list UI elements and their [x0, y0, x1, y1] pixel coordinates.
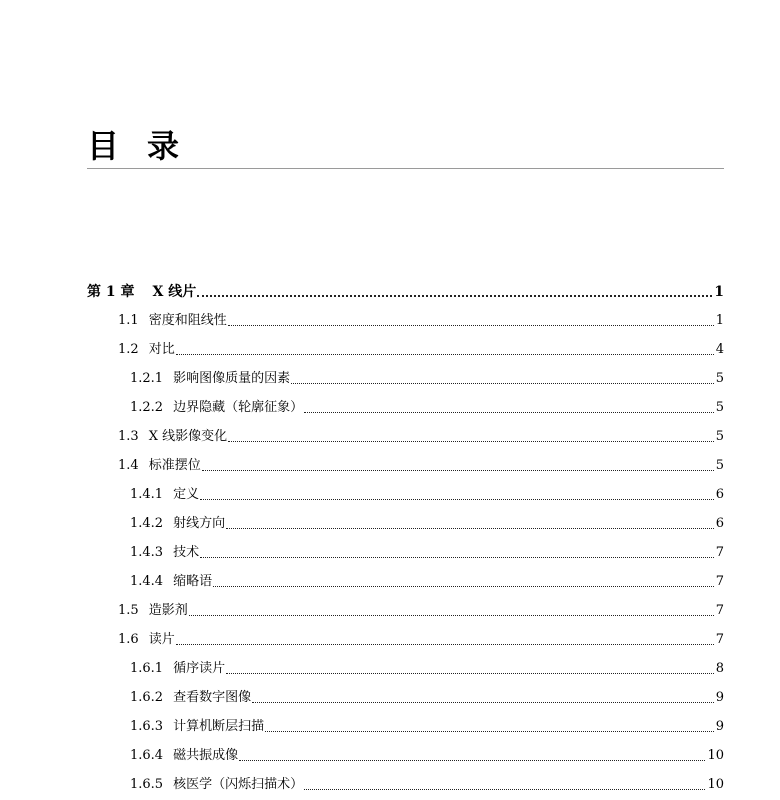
toc-entry[interactable]: [87, 278, 724, 300]
toc-entry-page-number: 5: [715, 371, 724, 386]
toc-entry-number: 1.6.2: [130, 690, 164, 705]
toc-entry-title: 缩略语: [173, 574, 213, 589]
toc-entry-number: 1.6.1: [130, 661, 164, 676]
toc-entry-title: 技术: [173, 545, 200, 560]
toc-entry-title: 磁共振成像: [173, 748, 239, 763]
toc-entry-number: 1.4.4: [130, 574, 164, 589]
toc-entry[interactable]: [130, 568, 724, 590]
toc-entry-number: 第 1 章: [87, 284, 135, 300]
toc-entry-title: 查看数字图像: [173, 690, 252, 705]
toc-entry[interactable]: [130, 365, 724, 387]
toc-entry-title: 循序读片: [173, 661, 226, 676]
toc-entry-page-number: 10: [707, 777, 724, 792]
toc-entry-title: 边界隐藏（轮廓征象）: [173, 400, 304, 415]
dot-leader: [202, 470, 714, 471]
toc-entry-number: 1.6.5: [130, 777, 164, 792]
toc-entry-number: 1.4.3: [130, 545, 164, 560]
toc-entry-title: 读片: [148, 632, 175, 647]
toc-entry[interactable]: [118, 452, 724, 474]
dot-leader: [291, 383, 714, 384]
toc-entry[interactable]: [118, 336, 724, 358]
dot-leader: [176, 644, 714, 645]
toc-entry-title: 对比: [148, 342, 175, 357]
toc-entry-number: 1.2.2: [130, 400, 164, 415]
toc-entry-title: 定义: [173, 487, 200, 502]
toc-entry-number: 1.5: [118, 603, 139, 618]
toc-entry-number: 1.1: [118, 313, 139, 328]
toc-entry-page-number: 7: [715, 603, 724, 618]
toc-entry-title: 计算机断层扫描: [173, 719, 265, 734]
toc-entry-title: 密度和阻线性: [148, 313, 227, 328]
dot-leader: [252, 702, 714, 703]
toc-entry-number: 1.6: [118, 632, 139, 647]
toc-entry-page-number: 1: [715, 313, 724, 328]
toc-entry-title: 标准摆位: [148, 458, 201, 473]
toc-entry-number: 1.6.4: [130, 748, 164, 763]
toc-entry[interactable]: [130, 742, 724, 764]
toc-entry-number: 1.2: [118, 342, 139, 357]
toc-entry[interactable]: [130, 481, 724, 503]
toc-entry-number: 1.4.1: [130, 487, 164, 502]
toc-entry-page-number: 8: [715, 661, 724, 676]
dot-leader: [226, 528, 714, 529]
toc-entry-number: 1.4: [118, 458, 139, 473]
dot-leader: [304, 789, 705, 790]
toc-entry[interactable]: [118, 423, 724, 445]
toc-entry-page-number: 5: [715, 400, 724, 415]
toc-entry-page-number: 1: [714, 284, 724, 300]
toc-entry-page-number: 6: [715, 516, 724, 531]
toc-entry[interactable]: [118, 307, 724, 329]
toc-entry-page-number: 4: [715, 342, 724, 357]
toc-entry-title: X 线片: [152, 284, 197, 300]
toc-entry-title: 射线方向: [173, 516, 226, 531]
toc-entry-title: 造影剂: [148, 603, 188, 618]
toc-entry[interactable]: [130, 394, 724, 416]
toc-entry-number: 1.6.3: [130, 719, 164, 734]
toc-entry[interactable]: [130, 539, 724, 561]
toc-entry-page-number: 5: [715, 429, 724, 444]
toc-entry[interactable]: [130, 655, 724, 677]
toc-entry-title: 核医学（闪烁扫描术）: [173, 777, 304, 792]
dot-leader: [213, 586, 714, 587]
toc-entry[interactable]: [118, 597, 724, 619]
toc-entry-number: 1.4.2: [130, 516, 164, 531]
toc-entry[interactable]: [130, 510, 724, 532]
toc-entry-page-number: 5: [715, 458, 724, 473]
toc-entry-page-number: 9: [715, 719, 724, 734]
dot-leader: [265, 731, 714, 732]
toc-entry-page-number: 9: [715, 690, 724, 705]
toc-entry[interactable]: [130, 684, 724, 706]
dot-leader: [239, 760, 705, 761]
dot-leader: [189, 615, 714, 616]
toc-entry[interactable]: [130, 713, 724, 735]
toc-entry[interactable]: [118, 626, 724, 648]
dot-leader: [176, 354, 714, 355]
dot-leader: [200, 557, 714, 558]
toc-entry-title: X 线影像变化: [148, 429, 228, 444]
toc-entry[interactable]: [130, 771, 724, 793]
toc-entry-page-number: 7: [715, 574, 724, 589]
toc-entry-number: 1.2.1: [130, 371, 164, 386]
dot-leader: [197, 295, 712, 297]
dot-leader: [226, 673, 714, 674]
dot-leader: [228, 441, 714, 442]
toc-entry-page-number: 7: [715, 545, 724, 560]
toc-entry-title: 影响图像质量的因素: [173, 371, 291, 386]
toc-entry-page-number: 6: [715, 487, 724, 502]
page-title: 目录: [87, 127, 208, 165]
dot-leader: [228, 325, 714, 326]
dot-leader: [200, 499, 714, 500]
title-divider: [87, 168, 724, 169]
toc-entry-number: 1.3: [118, 429, 139, 444]
toc-entry-page-number: 7: [715, 632, 724, 647]
dot-leader: [304, 412, 714, 413]
toc-entry-page-number: 10: [707, 748, 724, 763]
